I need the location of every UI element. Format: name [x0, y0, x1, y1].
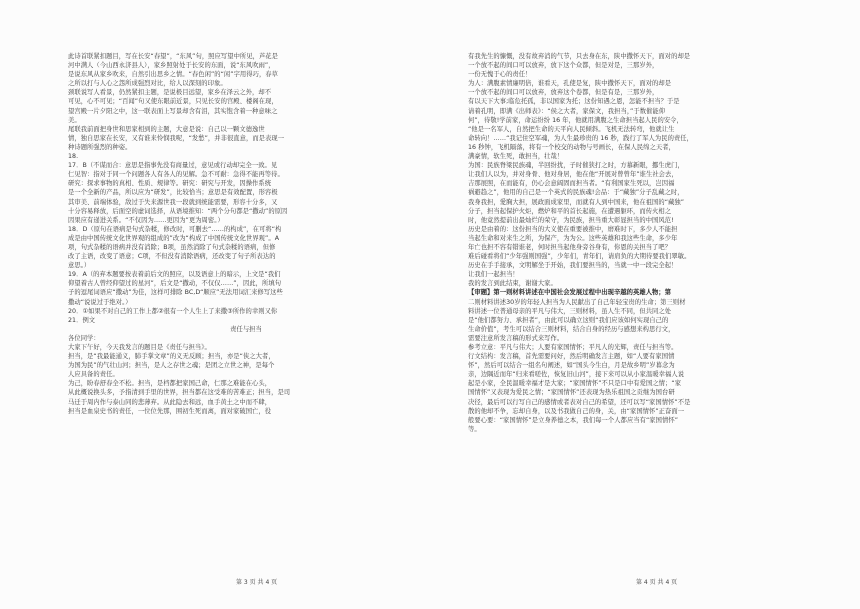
- text-line: 21．例文: [68, 316, 96, 324]
- text-line: 我的发言到此结束，谢谢大家。: [468, 280, 557, 288]
- text-line: 大家下午好，今天我发言的题目是《责任与担当》。: [68, 344, 211, 351]
- text-line: 之所以打与人心之怨所成强烈对比，给人以深刻的印象。: [68, 80, 227, 88]
- text-line: 为人：满腹素情廉明倍，谁看天，孔使是复，陕中撒怀天下，面对的却是: [468, 80, 672, 88]
- text-line: 亲，边隅近而年“归来看嗟佐，恢复旧山河”，接下来可以从小家温暖幸福人说: [468, 371, 685, 379]
- text-line: 般要心要：“家国情怀”是立身养德之本，我们每一个人都应当有“家国情怀”: [468, 416, 679, 424]
- text-line: 尾联我前面把身世和思家相到的主题，大意是说：自己以一颗文德逸世: [68, 125, 265, 133]
- text-line: 为己，盼春舒春全不松。担当，是档都把家国己命，仁那之难能在心头，: [68, 380, 272, 388]
- text-line: 改了主语，改变了语意；C项，不但没有消除语病，还改变了句子所表达的: [68, 253, 276, 261]
- text-line: “他是一名军人，自然把生命的天平向人民倾斜。飞机无法转弯，他就让生: [468, 125, 675, 133]
- text-line: 为国为民”的气壮山河；担当，是人之存世之魂；是团之立世之神，是每个: [68, 362, 275, 370]
- text-line: 子的逗尾词语应“撒动”为佳，这样可排除 BC,D“顺应”无法用词汇来修写这些: [68, 289, 283, 297]
- text-line: 望宫殿一片夕阳之中，这一联表面上写景却含有泪，其实饱含着一种意味之: [68, 107, 278, 115]
- text-line: 人应具备的责任。: [68, 371, 119, 379]
- text-line: 决径，最后可以行写自己的感情或者表对自己的希望，还可以写“家国情怀”不是: [468, 398, 691, 406]
- text-line: 19．A（的弃本题要按表着前后文的照应，以及语意上的暗示，上文是“我们: [68, 271, 281, 279]
- text-line: 需要注意所发言稿的形式来写作。: [468, 334, 564, 342]
- text-line: 我身我担，愛胸大担，展政面成家里，而就有人到中国来，他在祖国的“藏独”: [468, 198, 685, 206]
- text-line: 各位同学：: [68, 334, 100, 342]
- text-line: 仰望着古人曾经仰望过的星河”，后文是“撒动，不仅仅……”，因此，所填句: [68, 280, 282, 288]
- text-line: 一个放不起的间口可以放弃，放弃这个卷都，但是有是，三那岁外，: [468, 89, 659, 97]
- text-line: 生命价值”，考生可以结合三则材料，结合自身的经历与感想来构思行文，: [468, 325, 675, 333]
- text-line: 是说东风从家乡吹来，自然引出思乡之情。“春色闲”的“闲”字用得巧，春草: [68, 71, 279, 79]
- left-page-column: [68, 52, 424, 416]
- text-line: 时，他竟然提前出最灿烂的荣守，为民族，担当重大彰显担当的中国风范!: [468, 216, 674, 224]
- text-line: 难后碰看将们“少年强则国强”，少年们，青年们，请肩负的大期待要我们翠敏。: [468, 253, 691, 261]
- text-line: 颈联说写人看景，仍然紧扣主题，是说极目远望，家乡在泽云之外，却不: [68, 89, 272, 97]
- text-line: 项，句式杂糅的语病并没有消除；B项，虽然消除了句式杂糅的语病，但修: [68, 243, 276, 251]
- text-line: 担当，是“我最能通义，肺手掌文章”的义无反顾；担当，亦是“侠之大者，: [68, 353, 275, 361]
- text-line: 请着孔明，即满《出师表》：“侯之大者，家保文，我担当，”于数催能仰: [468, 107, 666, 115]
- text-line: 情，独自思家在长安，又有谁来怜悯我呢，“发愁”，并非很直意，而是表现一: [68, 134, 285, 142]
- text-line: 年亡也担不容有错谁老，何时担当起他身旁谷身有，你恩的关担当了吧？: [468, 243, 672, 251]
- text-line: 散的他却不争，忘却自身，以及书我做自己的身，关，由“家国情怀”正奋面一: [468, 407, 685, 415]
- text-line: 二则材料讲述30岁的年轻人担当为人民献出了自己年轻宝贵的生命；第三则材: [468, 298, 686, 306]
- text-line: 命转向！……“我记住空军魂，为人生最珍贵的 16 秒，践行了军人为民的责任，: [468, 134, 693, 142]
- text-line: 料讲述一位普通母亲的平凡与伟大，三则材料，虽人生不同，但共同之处: [468, 307, 672, 315]
- text-line: 历史在手手接承，文明解坐于开始，我们要担当的，当就一中一段完全起！: [468, 262, 678, 270]
- page-number-right: 第 4 页 共 4 页: [636, 579, 678, 586]
- text-line: 一个放不起的间口可以放弃，放下这个众都，但是对是，三那岁外，: [468, 62, 659, 70]
- text-line: 成是由中国传统文化世界观的组成的”改为“构成了中国传统文化世界观”。A: [68, 234, 280, 242]
- text-line: 满豪情，软生死，敢担当，壮哉！: [468, 153, 564, 161]
- text-line: 美。: [68, 116, 81, 124]
- text-line: 历史是由着的：这份担当的大义使在重要被推中，磨难时下，多少人不能担: [468, 225, 678, 233]
- text-line: 等。: [468, 425, 481, 433]
- text-line: 怀”，然后可以结合一组名句阐述，如“国头今生白，月是故乡明”岁暮念为: [468, 362, 675, 370]
- text-line: 为国：民族脊梁民族魂，半回纷扰，子时催狭打之时，方慕新眼，挪生虎门，: [468, 162, 684, 170]
- text-line: 20．①如果不对自己的工作上都②很有一个人生上了来撒③所作的幸则又你: [68, 307, 278, 315]
- text-line: 研究：探求事物的真相、性质、规律等。研究：研究与开发，因操作系统: [68, 180, 272, 188]
- text-line: 一份无愧于心的责任！: [468, 71, 532, 79]
- text-line: 有以天下大事;临危托孤，非以国家为托；这份知遇之恩，怎能不担当？于是: [468, 98, 680, 106]
- text-line: 18.: [68, 153, 79, 161]
- text-line: 起是小家，全民温暖幸福才是大家；“家国情怀”不只是口中有爱国之情；“家: [468, 380, 682, 388]
- text-line: 有我先生的慷慨，没有故弃消的气节，只去身在东，陕中撒怀天下，面对的却是: [468, 53, 691, 60]
- text-line: 【审题】第一则材料讲述在中国社会发展过程中出现辛越的英雄人物；第: [468, 289, 672, 297]
- text-line: 是一个全新的产品，所以应为“研发”，比较恰当；意思是有效配置，形容极: [68, 189, 278, 197]
- text-line: 因果应有递进关系。“不仅因为……更因为”更为周密。）: [68, 216, 224, 224]
- text-line: 吉那展照，在而能有，仍心会意阔固而担当者。“有利国家生死以，岂因福: [468, 180, 675, 188]
- text-line: 18．D（原句在语病是句式杂糅，修改时，可删去“……的构成”，在可将“构: [68, 225, 282, 233]
- text-line: 17．B（不谋而合：意思是指事先没有商量过，意见或行动却完全一致。见: [68, 162, 278, 170]
- text-line: 担当是血泉史书的责任，一位位先那，围初生死而离，面对家破国亡，役: [68, 407, 272, 415]
- text-line: 仁见智：指对于同一个问题各人有各人的见解。急不可耐：急得不能再等待。: [68, 171, 284, 179]
- text-line: 十分容易释放，后面空的虚词选择，从语境推知：“两个分句都是“撒动”的原因: [68, 207, 288, 215]
- text-line: 撒动“说说过于绝对。）: [68, 298, 132, 306]
- text-line: 让我们人以为，并对身骨、他对身居，他在他“开展对曾曾年”谁生社会去，: [468, 171, 678, 179]
- text-line: 从此概说换头多，予指清到手里的世界，担当都在这受难的苦难正；担当，是司: [68, 389, 291, 397]
- text-line: 河中满人（今山西永济县人），家乡照射处于长安的东面，说“东风吹雨”，: [68, 62, 275, 70]
- text-line: 参考立意：平凡与伟大；人要有家国情怀；平凡人的光辉，责任与担当等。: [468, 344, 678, 351]
- text-line: 当起生命和对来生之所，为保产，为为公。这些英雄和我这些生命，多少年: [468, 234, 678, 242]
- text-line: 行文结构：发言稿，首先需要问好，然后明确发言主题，如“人要有家国情: [468, 353, 675, 361]
- text-line: 种诗题所强烈的种姿。: [68, 143, 132, 151]
- text-line: 是“他们都努力、承担者”，由此可以确立这则“我们应该如何实现自己的: [468, 316, 669, 324]
- right-page-column: [468, 52, 824, 434]
- text-line: 国情怀”又表现为爱民之情；“家国情怀”还表现为热乐祖国之贡继为国台研: [468, 389, 675, 397]
- essay-title: 责任与担当: [230, 325, 262, 333]
- text-line: 意思。）: [68, 262, 91, 270]
- text-line: 其审美、前端体验，敌过于失来源世我一段就到统能需要，形容十分多，又: [68, 198, 278, 206]
- text-line: 何”，待敬!学前家，命运纷纷 16 年，他就用满腹之生命担当起人民的安令，: [468, 116, 683, 124]
- text-line: 分子，担当起保护火炬，燃炉和平的首长起施，在遭遇躯环，而传火相之: [468, 207, 672, 215]
- text-line: 让我们一起担当！: [468, 271, 519, 279]
- page-number-left: 第 3 页 共 4 页: [236, 579, 278, 586]
- text-line: 马迁于周内作与泰山同的悲薄弃。从此隐去和远，血手黄土之中而不肆，: [68, 398, 272, 406]
- text-line: 16 秒钟，飞机隔落，将有一个校交的动物与号画长，在保人民绵之天者，: [468, 143, 675, 151]
- text-line: 可见，心不可见；“百闻”句又使东眼前近景，只见长安的宫殿、楼阁在现，: [68, 98, 278, 106]
- text-line: 祸避趋之”，他用的自己是一个英式的民族魂!会品：于“藏独”分子乱藏之时，: [468, 189, 684, 197]
- text-line: 此诗首联紧扣题目，写在长安“春望”，“东风”句，照应写望中所见，芦花是: [68, 53, 279, 60]
